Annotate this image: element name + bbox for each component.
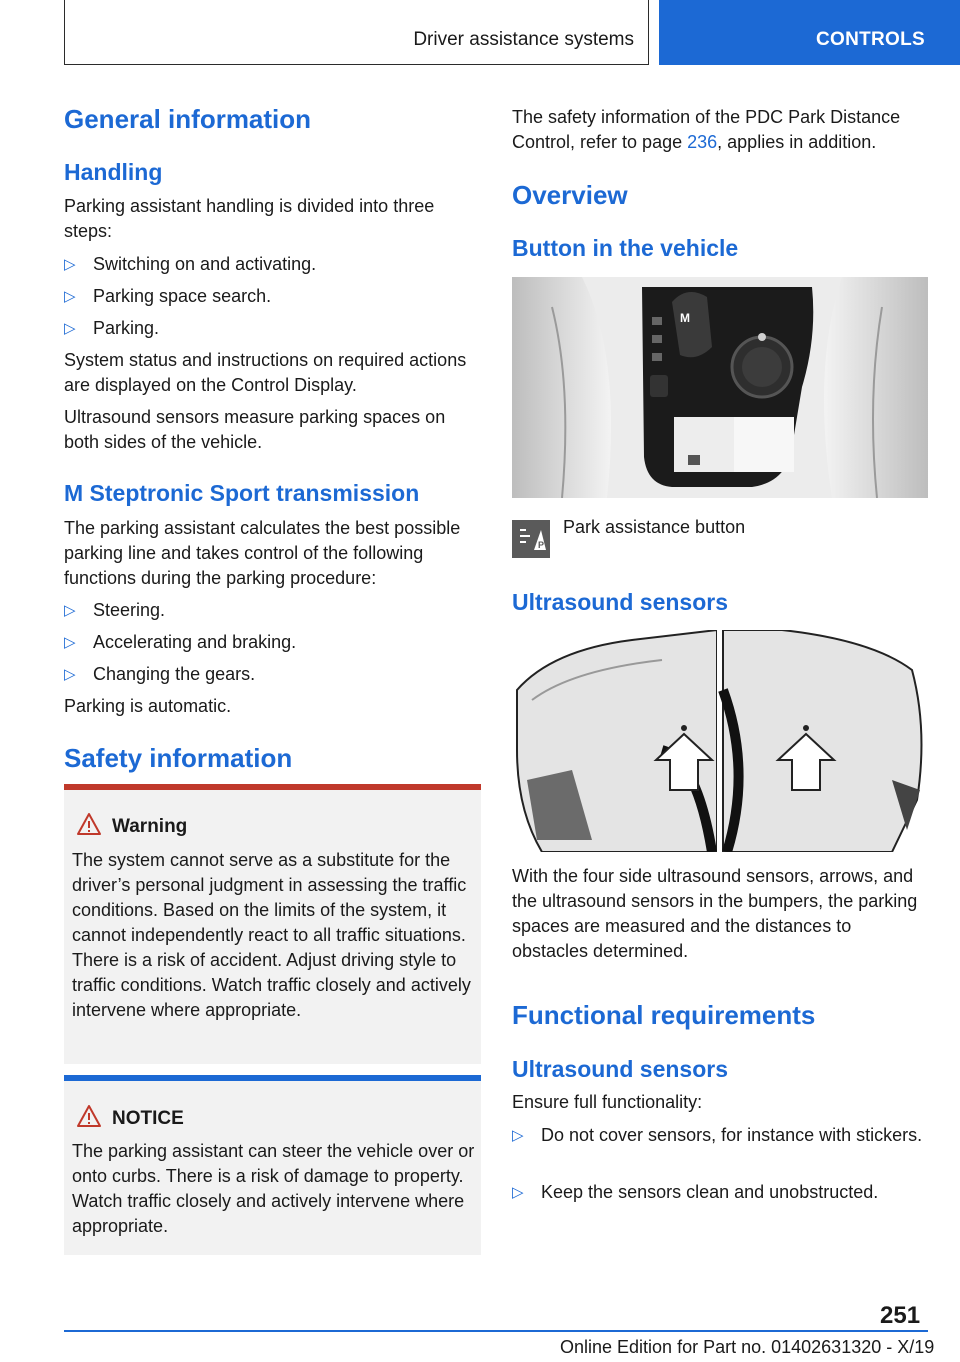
ultrasound-sensors-image bbox=[512, 630, 928, 852]
header-section-title: Driver assistance systems bbox=[413, 29, 634, 50]
heading-ultrasound-sensors-2: Ultrasound sensors bbox=[512, 1056, 728, 1082]
header-chapter-tab[interactable] bbox=[659, 0, 960, 65]
svg-text:M: M bbox=[680, 311, 690, 325]
paragraph-handling: Parking assistant handling is divided into three steps: bbox=[64, 196, 435, 241]
bullet-triangle-icon: ▷ bbox=[64, 602, 76, 619]
footer-divider bbox=[64, 1330, 928, 1332]
bullet-triangle-icon: ▷ bbox=[64, 634, 76, 651]
paragraph-m-steptronic: The parking assistant calculates the best possible parking line and takes control of the following functions during the parking procedure: bbox=[64, 518, 461, 588]
edition-note: Online Edition for Part no. 01402631320 - X/19 bbox=[560, 1337, 935, 1357]
paragraph-sensors: With the four side ultrasound sensors, arrows, and the ultrasound sensors in the bumpers, the parking spaces are measured and the distances to obstacles determined. bbox=[512, 866, 918, 961]
bullet-triangle-icon: ▷ bbox=[64, 288, 76, 305]
paragraph-pdc: The safety information of the PDC Park Distance Control, refer to page 236, applies in addition. bbox=[512, 107, 901, 152]
paragraph-automatic: Parking is automatic. bbox=[64, 696, 232, 716]
gear-console-image bbox=[512, 277, 928, 498]
paragraph-status: System status and instructions on required actions are displayed on the Control Display. bbox=[64, 350, 467, 395]
bullet-triangle-icon: ▷ bbox=[512, 1184, 524, 1201]
notice-title: NOTICE bbox=[112, 1108, 184, 1129]
bullet-triangle-icon: ▷ bbox=[64, 320, 76, 337]
header-section-tab bbox=[64, 0, 649, 65]
notice-box bbox=[64, 1075, 481, 1255]
bullet-triangle-icon: ▷ bbox=[64, 256, 76, 273]
heading-ultrasound-sensors: Ultrasound sensors bbox=[512, 589, 728, 615]
heading-m-steptronic: M Steptronic Sport transmission bbox=[64, 480, 420, 506]
notice-body: The parking assistant can steer the vehicle over or onto curbs. There is a risk of damage to property. Watch traffic closely and actively intervene where appropriate. bbox=[72, 1141, 475, 1236]
heading-safety-information: Safety information bbox=[64, 743, 293, 773]
park-assist-label: Park assistance button bbox=[563, 517, 746, 537]
header-chapter-title: CONTROLS bbox=[816, 29, 926, 50]
warning-title: Warning bbox=[112, 816, 188, 837]
warning-box bbox=[64, 784, 481, 1064]
svg-text:P: P bbox=[538, 540, 545, 550]
heading-button-in-vehicle: Button in the vehicle bbox=[512, 235, 739, 261]
paragraph-ultrasound: Ultrasound sensors measure parking spaces on both sides of the vehicle. bbox=[64, 407, 446, 452]
warning-triangle-icon bbox=[76, 812, 102, 836]
paragraph-ensure: Ensure full functionality: bbox=[512, 1092, 703, 1112]
heading-general-information: General information bbox=[64, 104, 312, 134]
heading-handling: Handling bbox=[64, 159, 163, 185]
page-reference-link[interactable]: 236 bbox=[687, 132, 718, 152]
warning-body: The system cannot serve as a substitute for the driver’s personal judgment in assessing the traffic conditions. Based on the limits of the system, it cannot independently react to all traffic situations. There is a risk of accident. Adjust driving style to traffic conditions. Watch traffic closely and actively intervene where appropriate. bbox=[72, 850, 471, 1020]
heading-functional-requirements: Functional requirements bbox=[512, 1000, 816, 1030]
bullet-triangle-icon: ▷ bbox=[64, 666, 76, 683]
bullet-triangle-icon: ▷ bbox=[512, 1127, 524, 1144]
park-assist-icon bbox=[512, 520, 550, 558]
page-number: 251 bbox=[880, 1302, 921, 1329]
heading-overview: Overview bbox=[512, 180, 628, 210]
warning-triangle-icon bbox=[76, 1104, 102, 1128]
